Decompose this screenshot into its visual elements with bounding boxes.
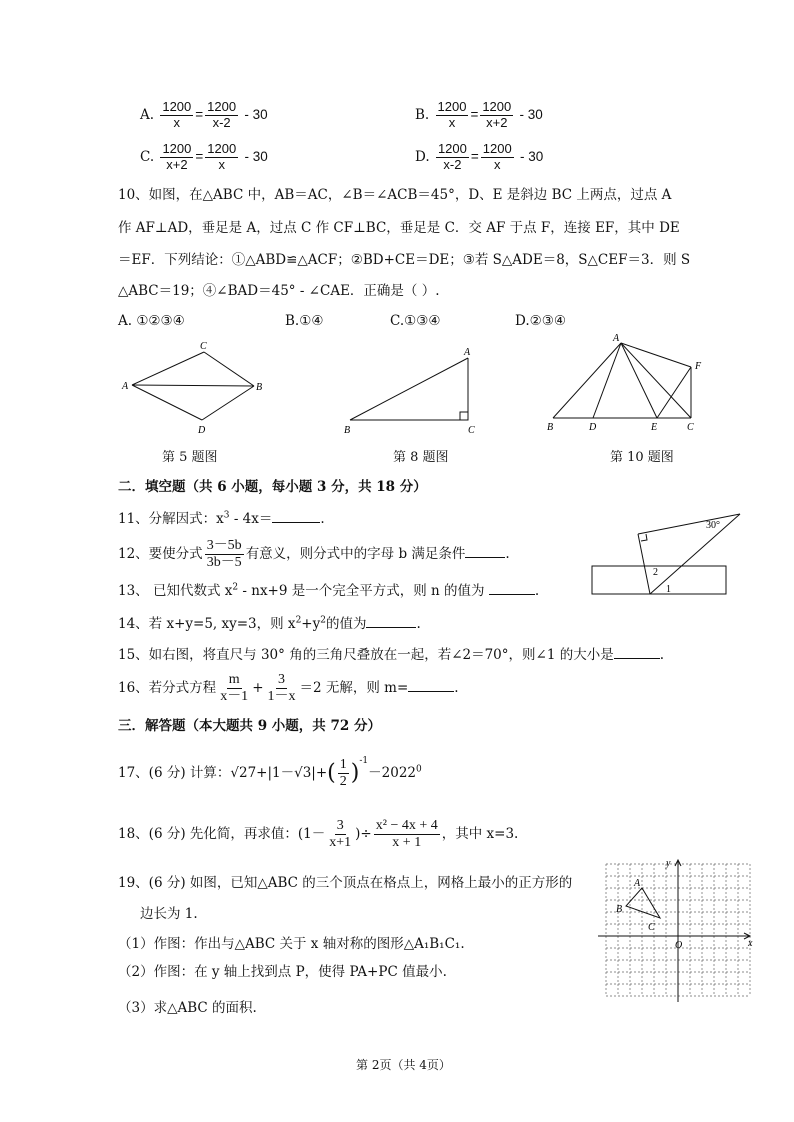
q16-end: . (454, 680, 459, 697)
denominator: x-2 (443, 156, 462, 172)
figure-5 (118, 340, 268, 440)
q17-expr2: －2022 (368, 765, 416, 781)
fig10-label-b: B (547, 422, 554, 433)
denominator: x (493, 156, 501, 172)
q10-line-2: 作 AF⊥AD，垂足是 A，过点 C 作 CF⊥BC，垂足是 C．交 AF 于点 F，连接 EF，其中 DE (118, 220, 680, 236)
fig19-label-b: B (616, 904, 623, 915)
answer-blank[interactable] (489, 582, 535, 595)
figure-19-grid (598, 856, 758, 1002)
fig19-label-o: O (675, 940, 683, 951)
q19-part-3: （3）求△ABC 的面积. (118, 1000, 257, 1016)
fig5-label-d: D (198, 425, 206, 436)
q12-suffix: 有意义，则分式中的字母 b 满足条件 (245, 546, 466, 563)
q9-option-d: D. $\frac{1200}{x-2}$ = $\frac{1200}{x}$ - 30 (415, 141, 544, 172)
fig19-label-y: y (666, 858, 671, 869)
figure-10-caption: 第 10 题图 (610, 450, 674, 465)
answer-blank[interactable] (465, 545, 505, 558)
fig8-label-b: B (344, 425, 351, 436)
numerator: 1200 (207, 99, 237, 114)
q13-sup: 2 (232, 582, 239, 593)
q14-mid: +y (301, 616, 321, 632)
denominator: x (448, 114, 456, 130)
option-label: A. (140, 106, 155, 123)
q9-option-a: A. $\frac{1200}{x}$ = $\frac{1200}{x-2}$ - 30 (140, 99, 268, 130)
q14-sup1: 2 (295, 615, 302, 626)
q18-suffix: ，其中 x=3. (441, 826, 519, 843)
numerator: 1200 (437, 99, 467, 114)
numerator: 3 (335, 818, 346, 835)
section-3-heading: 三．解答题（本大题共 9 小题，共 72 分） (118, 718, 381, 734)
numerator: 1200 (207, 141, 237, 156)
fig15-label-1: 1 (666, 584, 671, 595)
figure-8-caption: 第 8 题图 (393, 450, 449, 465)
answer-blank[interactable] (272, 510, 320, 523)
section-2-heading: 二．填空题（共 6 小题，每小题 3 分，共 18 分） (118, 479, 427, 495)
fig15-angle-label: 30° (706, 520, 720, 531)
page-footer: 第 2页（共 4页） (356, 1058, 451, 1072)
question-15 (118, 646, 664, 663)
q12-end: . (505, 546, 510, 563)
q10-option-d: D.②③④ (515, 313, 566, 329)
q16-suffix: ＝2 无解，则 m= (299, 680, 409, 697)
fig10-label-e: E (651, 422, 658, 433)
numerator: 1 (338, 757, 349, 774)
answer-blank[interactable] (408, 679, 454, 692)
denominator: 2 (339, 774, 347, 789)
denominator: x (173, 114, 181, 130)
q14-suffix: 的值为 (325, 616, 367, 632)
fig5-label-b: B (256, 382, 263, 393)
denominator: x+2 (166, 156, 188, 172)
fig19-label-x: x (748, 938, 753, 949)
q13-end: . (534, 583, 540, 599)
option-label: C. (140, 148, 155, 165)
q16-prefix: 16、若分式方程 (118, 680, 217, 697)
numerator: x² − 4x + 4 (374, 818, 440, 835)
q16-plus: + (252, 680, 264, 697)
q14-prefix: 14、若 x+y=5, xy=3，则 x (118, 616, 296, 632)
denominator: x+2 (486, 114, 508, 130)
q18-div: )÷ (355, 826, 372, 843)
q15-end: . (659, 647, 665, 663)
q19-part-2: （2）作图：在 y 轴上找到点 P，使得 PA+PC 值最小. (118, 964, 447, 980)
fig8-label-c: C (468, 425, 475, 436)
question-13 (118, 582, 539, 599)
figure-15 (586, 508, 746, 600)
q11-end: . (320, 511, 325, 527)
numerator: 1200 (437, 141, 467, 156)
fig5-label-c: C (200, 341, 207, 352)
fig19-label-a: A (634, 878, 641, 889)
option-tail: - 30 (244, 148, 268, 164)
q10-line-4: △ABC＝19；④∠BAD＝45° - ∠CAE．正确是（ ）. (118, 283, 440, 299)
question-17: 17、(6 分) 计算：√27+|1－√3|+( $\frac{1}{2}$ )$^{-1}-2022^0$ (118, 756, 422, 789)
q18-prefix: 18、(6 分) 先化简，再求值：(1－ (118, 826, 326, 843)
fig10-label-f: F (695, 361, 702, 372)
denominator: x－1 (220, 689, 249, 705)
question-12 (118, 538, 510, 571)
question-16 (118, 672, 459, 705)
denominator: x+1 (329, 835, 352, 851)
q11-sup: 3 (223, 510, 230, 521)
figure-8 (338, 340, 488, 440)
answer-blank[interactable] (366, 615, 416, 628)
numerator: 3－5b (205, 538, 244, 555)
q17-expr1: √27+|1－√3|+ (230, 765, 328, 781)
q19-line-1: 19、(6 分) 如图，已知△ABC 的三个顶点在格点上，网格上最小的正方形的 (118, 875, 573, 891)
q10-line-1: 10、如图，在△ABC 中，AB＝AC，∠B＝∠ACB＝45°，D、E 是斜边 BC 上两点，过点 A (118, 187, 672, 203)
denominator: x (218, 156, 225, 172)
question-14 (118, 615, 421, 632)
figure-10 (545, 333, 715, 438)
question-18 (118, 818, 518, 851)
q10-option-b: B.①④ (285, 313, 324, 329)
q14-sup2: 2 (320, 615, 326, 626)
numerator: 1200 (162, 99, 192, 114)
q9-option-b: B. $\frac{1200}{x}$ = $\frac{1200}{x+2}$ - 30 (415, 99, 543, 130)
numerator: 1200 (482, 141, 512, 156)
option-tail: - 30 (519, 148, 544, 164)
q14-end: . (416, 616, 421, 632)
q11-mid: - 4x＝ (229, 511, 273, 527)
q9-option-c: C. $\frac{1200}{x+2}$ = $\frac{1200}{x}$ - 30 (140, 141, 268, 172)
q11-prefix: 11、分解因式：x (118, 511, 224, 527)
answer-blank[interactable] (614, 646, 660, 659)
q10-line-3: ＝EF．下列结论：①△ABD≌△ACF；②BD+CE＝DE；③若 S△ADE＝8，S△CEF＝3．则 S (118, 252, 691, 268)
fig19-label-c: C (648, 922, 655, 933)
option-tail: - 30 (244, 106, 268, 122)
q17-exponent: -1 (359, 756, 369, 766)
numerator: m (227, 672, 242, 689)
fig10-label-a: A (613, 333, 620, 344)
numerator: 3 (276, 672, 287, 689)
option-label: D. (415, 148, 430, 165)
numerator: 1200 (482, 99, 512, 114)
fig8-label-a: A (464, 347, 471, 358)
numerator: 1200 (162, 141, 192, 156)
q17-prefix: 17、(6 分) 计算： (118, 765, 231, 781)
q17-exponent-2: 0 (416, 764, 422, 775)
denominator: x-2 (212, 114, 231, 130)
option-tail: - 30 (519, 106, 543, 122)
q12-prefix: 12、要使分式 (118, 546, 203, 563)
q13-prefix: 13、 已知代数式 x (118, 583, 233, 599)
q13-suffix: - nx+9 是一个完全平方式，则 n 的值为 (238, 583, 489, 599)
denominator: x + 1 (392, 835, 422, 851)
question-11 (118, 510, 325, 527)
fig10-label-d: D (589, 422, 597, 433)
fig5-label-a: A (122, 381, 129, 392)
q19-part-1: （1）作图：作出与△ABC 关于 x 轴对称的图形△A₁B₁C₁. (118, 936, 465, 952)
triangle-abc (626, 888, 660, 918)
denominator: 3b－5 (206, 555, 242, 571)
fig10-label-c: C (687, 422, 694, 433)
figure-5-caption: 第 5 题图 (162, 450, 218, 465)
q19-line-2: 边长为 1. (140, 906, 198, 922)
fig15-label-2: 2 (653, 567, 658, 578)
q15-text: 15、如右图，将直尺与 30° 角的三角尺叠放在一起，若∠2＝70°，则∠1 的大小是 (118, 647, 614, 663)
option-label: B. (415, 106, 430, 123)
q10-option-a: A. ①②③④ (118, 313, 185, 329)
denominator: 1－x (267, 689, 296, 705)
q10-option-c: C.①③④ (390, 313, 441, 329)
